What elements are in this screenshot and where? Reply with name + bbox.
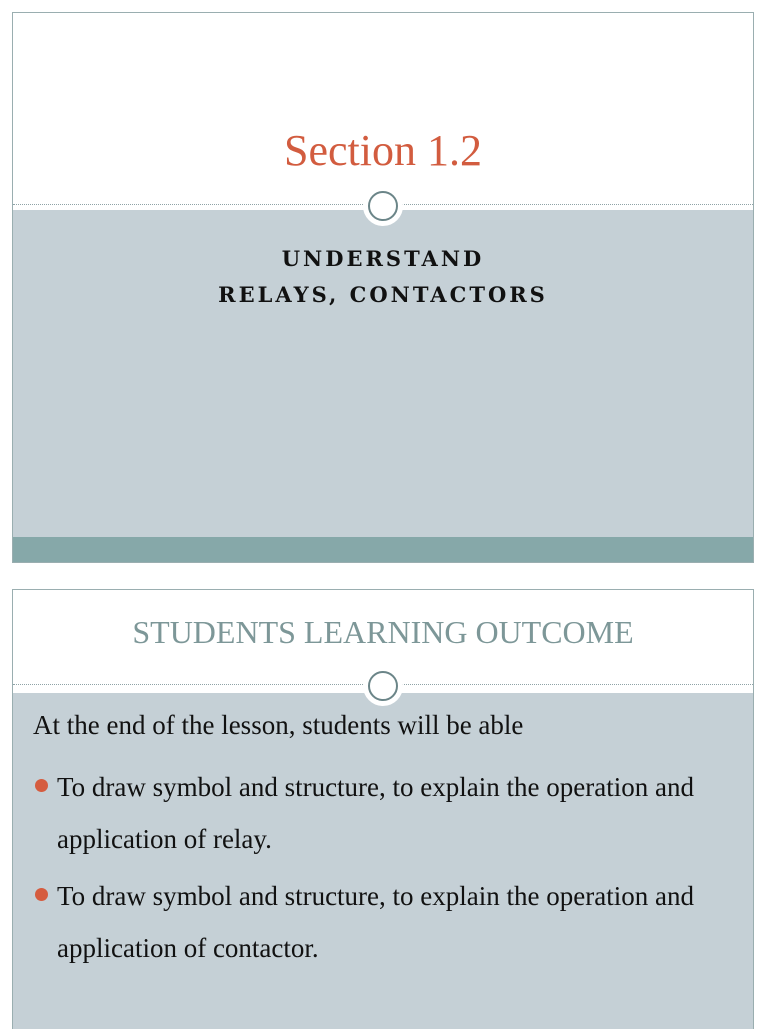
divider-ring-icon: [363, 186, 403, 226]
bullet-dot-icon: [35, 888, 48, 901]
subtitle-line-2: RELAYS, CONTACTORS: [218, 282, 548, 307]
slide-title: Section 1.2: [284, 126, 482, 175]
slide-subtitle: [13, 241, 753, 313]
list-item: [33, 761, 723, 865]
slide-header-area: [13, 13, 753, 206]
subtitle-line-1: UNDERSTAND: [281, 246, 485, 271]
slide-learning-outcome: [12, 589, 754, 1029]
intro-text: At the end of the lesson, students will be able: [33, 710, 524, 740]
list-item-text: To draw symbol and structure, to explain the operation and application of contactor.: [57, 881, 694, 963]
footer-bar: [13, 537, 753, 563]
divider-ring-icon: [363, 666, 403, 706]
slide-title: STUDENTS LEARNING OUTCOME: [132, 614, 634, 650]
list-item-text: To draw symbol and structure, to explain the operation and application of relay.: [57, 772, 694, 854]
bullet-dot-icon: [35, 779, 48, 792]
slide-section-title: [12, 12, 754, 563]
list-item: [33, 870, 723, 974]
